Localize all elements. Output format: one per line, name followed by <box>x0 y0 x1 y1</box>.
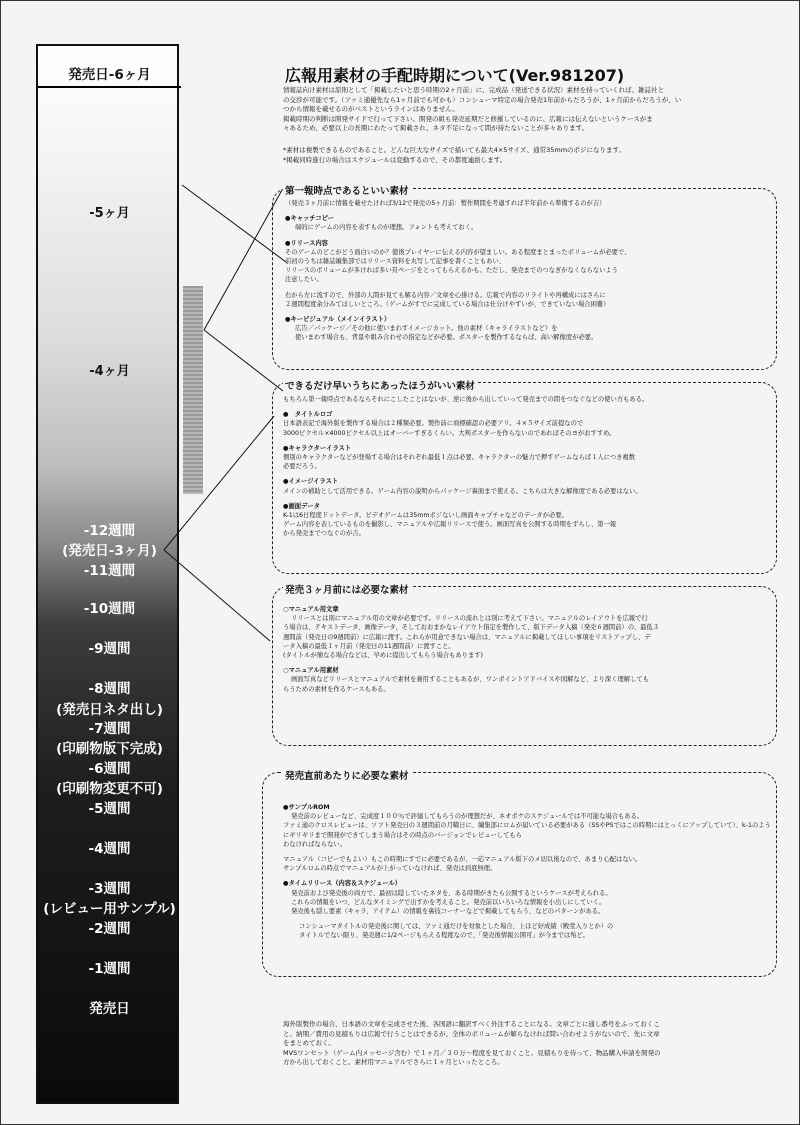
intro-line: つから情報を載せるのがベストというラインはありません。 <box>283 105 459 113</box>
item-line: 発売前のレビューなど、完成度１００％で評価してもらうのが理想だが、ネオポケのスケジュールでは不可能な場合もある。 <box>291 813 644 821</box>
section-subtitle: もちろん第一報時点であるならそれにこしたことはないが、逆に後から出していって発売までの間をつなぐなどの使い方もある。 <box>283 396 649 403</box>
footer-line: MVSワンセット（ゲーム内メッセージ含む）で１ヶ月／３０万～程度を見ておくこと。見積もりを待って、物品購入申請を開発の <box>283 1048 661 1057</box>
item-heading: ○マニュアル用素材 <box>283 667 339 675</box>
item-line: K-1は6日程度ドットデータ。ビデオゲームは35mmポジないし画面キャプチャなどのデータが必要。 <box>283 512 568 520</box>
timeline-w3-label: -3週間 <box>88 881 131 897</box>
section-subtitle: （発売３ヶ月前に情報を載せたければ3/12で発売の5ヶ月前：製作期間を考慮すれば半年前から準備するのが吉） <box>285 200 606 207</box>
intro-line: 情報誌向け素材は原則として「掲載したいと思う時期の2ヶ月前」に、完成品（発送できる状況）素材を持っていくれば、雑誌社と <box>283 86 665 94</box>
timeline-w11-label: -11週間 <box>83 563 136 579</box>
item-heading: ●画面データ <box>283 502 320 510</box>
timeline-w5-label: -5週間 <box>88 801 131 817</box>
item-line: 前初のうちは雑誌編集部ではリリース資料を丸写して記事を書くこともあい、 <box>285 258 506 266</box>
item-heading: ●イメージイラスト <box>283 478 339 486</box>
note-line: *素材は複製できるものであること。どんな巨大なサイズで描いても最大4×5サイズ、通常35mmのポジになります。 <box>283 146 626 154</box>
item-line: 個別のキャラクターなどが登場する場合はそれぞれ最低１点は必要。キャラクターの魅力で押すゲームならば１人につき複数 <box>283 454 636 462</box>
item-line: タイトルでない限り、発売週に1/2ページもらえる程度なので、「発売後情報公開可」が今までは殆ど。 <box>299 932 589 940</box>
timeline-w9-label: -9週間 <box>88 641 131 657</box>
intro-line: 掲載時期の判断は開発サイドで行って下さい。開発の組も発売延期だと修羅しているのに、広報には伝えないというケースがま <box>283 114 653 123</box>
item-line: リリースとは別にマニュアル用の文章が必要です。リリースの流れとは別に考えて下さい。マニュアルのレイアウトを広報で行 <box>291 615 648 623</box>
item-line: ２週間程度余分みてほしいところ。（ゲームがすでに完成している場合は仕分けやすいが、できていない場合困難） <box>285 300 610 308</box>
intro-line: の交渉が可能です。（ファミ通優先なら1ヶ月前でも可かも）コンシューマ特定の場合発売1年前からだろうが、1ヶ月前からだろうが、い <box>283 95 682 104</box>
intro-line: 々あるため、必要以上の長期にわたって掲載され、ネタ不足になって間が持たないことが多々あります。 <box>283 124 589 132</box>
timeline-w6-label: -6週間 <box>88 761 131 777</box>
connector-line <box>182 185 286 262</box>
connector-line <box>164 416 274 550</box>
timeline-release-label: 発売日 <box>89 1001 130 1017</box>
timeline-start-label: 発売日-6ヶ月 <box>68 67 151 83</box>
item-line: ファミ通のクロスレビューは、ソフト発売日の３週間前の月曜日に、編集部にロムが届いている必要がある（SSやPSではこの時期にはとっくにアップしていて）、k-1のようにギリギリまで開発ができてしまう場合はその時点のバージョンでレビューしてもら <box>283 822 771 839</box>
item-line: 使いまわす場合も、背景や組み合わせの指定などが必要。ポスターを製作するならば、高い解像度が必要。 <box>295 334 598 342</box>
footer-line: をまとめておく。 <box>283 1039 335 1047</box>
item-line: ゲーム内容を表しているものを撮影し、マニュアルや広報リリースで使う。画面写真を公開する時期をずらし、第一報 <box>283 521 617 529</box>
item-line: 広告／パッケージ／その他に使いまわすイメージカット。他の素材（キャライラストなど）を <box>295 325 558 333</box>
item-line: ータ入稿の最低１ヶ月前（発売日の11週間前）に渡すこと。 <box>283 642 455 650</box>
item-line: から発売までつなぐのが吉。 <box>283 530 365 538</box>
item-line: サンプルロムの時点でマニュアルが上がっていなければ、発売は到底無理。 <box>283 865 497 873</box>
item-line: わなければならない。 <box>283 840 346 848</box>
timeline-w6-note: (印刷物変更不可) <box>56 781 163 797</box>
item-heading: ● タイトルロゴ <box>283 411 333 419</box>
section-three-months-body <box>283 605 773 694</box>
item-line: 週間前（発売日の9週間前）に広報に渡す。これらが用意できない場合は、マニュアルに掲載してほしい事項をリストアップし、デ <box>283 633 651 641</box>
intro-text <box>283 86 768 134</box>
item-heading: ●キャラクターイラスト <box>283 444 352 452</box>
timeline-w7-note: (印刷物版下完成) <box>56 741 163 757</box>
section-three-months-title: 発売３ヶ月前には必要な素材 <box>283 582 411 596</box>
footer-note <box>283 1020 773 1068</box>
item-line: 端的にゲームの内容を表すものが理想。フォントも考えておく。 <box>295 224 478 232</box>
item-line: (タイトルが簡なる場合などは、早めに提出してもらう場合もあります) <box>283 652 483 660</box>
timeline-w3-note: (レビュー用サンプル) <box>43 901 176 917</box>
item-heading: ●キービジュアル（メインイラスト） <box>285 316 391 324</box>
item-heading: ○マニュアル用文章 <box>283 606 339 613</box>
item-line: リリースのボリュームが多ければ多い頁ページをとってもらえるかも。ただし、発売までのつなぎがなくならないよう <box>285 267 618 275</box>
item-line: 日本語表記で海外版を製作する場合は２種類必要。製作前に商標確認の必要アリ。４×５サイズ前提なので <box>283 420 584 428</box>
timeline-w10-label: -10週間 <box>83 601 136 617</box>
section-early-materials-body <box>283 395 771 539</box>
item-line: コンシューマタイトルの発売後に関しては、ファミ通だけを対象とした場合、上ほど好成績（殿堂入りとか）の <box>299 923 614 931</box>
document-title: 広報用素材の手配時期について(Ver.981207) <box>285 66 625 85</box>
timeline-w2-label: -2週間 <box>88 921 131 937</box>
item-line: メインの補助として活用できる。ゲーム内容の説明からパッケージ裏面まで使える。こちらは大きな解像度である必要はない。 <box>283 487 642 495</box>
item-line: う場合は、テキストデータ、画像データ、そしておおまかなレイアウト指定を製作して、版下データ入稿（発売６週間前）の、最低３ <box>283 624 660 632</box>
item-line: 必要だろう。 <box>283 463 321 471</box>
item-line: らうための素材を作るケースもある。 <box>283 685 390 693</box>
item-line: 発売後も隠し要素（キャラ、アイテム）の情報を裏技コーナーなどで掲載してもらう、などのパターンがある。 <box>291 908 605 916</box>
connector-line <box>164 550 270 641</box>
item-line: 発売前および発売後の両方で、最初は隠していたネタを、ある時期がきたら公開するというケースが考えられる。 <box>291 889 612 897</box>
timeline-w7-label: -7週間 <box>88 721 131 737</box>
footer-line: 海外版製作の場合、日本語の文章を完成させた後、各国語に翻訳すべく外注することになる。文章ごとに通し番号をふっておくこ <box>283 1020 660 1028</box>
section-early-materials-title: できるだけ早いうちにあったほうがいい素材 <box>283 378 477 392</box>
section-first-report-body <box>285 199 770 343</box>
timeline-m5-label: -5ヶ月 <box>89 206 130 221</box>
item-line: 右から左に流すので、外部の人間が見ても解る内容／文章を心掛ける。広報で内容のリライトや再構成にはさらに <box>285 291 606 299</box>
timeline-w8-label: -8週間 <box>88 681 131 697</box>
item-line: そのゲームのどこがどう面白いのか？億後プレイヤーに伝える内容が望ましい。ある程度まとまったボリュームが必要で、 <box>285 248 631 256</box>
item-line: マニュアル（コピーでもよい）もこの時期にすでに必要であるが、一応マニュアル版下のメ切以後なので、あまり心配はない。 <box>283 856 642 864</box>
timeline-w12-label: -12週間 <box>83 523 136 539</box>
item-line: 3000ピクセル×4000ピクセル以上はオーバーすぎるくらい。大判ポスターを作らないのであればそのヨがおすすめ。 <box>283 429 616 437</box>
timeline-w4-label: -4週間 <box>88 841 131 857</box>
item-heading: ●サンプルROM <box>283 804 330 811</box>
item-line: 注意したい。 <box>285 276 323 284</box>
footer-line: 方から出しておくこと。素材用マニュアルでさらに１ヶ月といったところ。 <box>283 1058 504 1066</box>
item-heading: ●タイムリリース（内容＆スケジュール） <box>283 880 402 888</box>
notes-text <box>283 146 768 165</box>
connector-line <box>204 190 282 330</box>
timeline-m4-label: -4ヶ月 <box>89 364 130 379</box>
section-first-report-title: 第一報時点であるといい素材 <box>283 183 411 197</box>
note-line: *掲載同時進行の場合はスケジュールは変動するので、その都度連絡します。 <box>283 155 507 164</box>
timeline-w1-label: -1週間 <box>88 961 131 977</box>
item-heading: ●キャッチコピー <box>285 215 335 223</box>
section-pre-release-body <box>283 803 771 941</box>
timeline-w12-note: (発売日-3ヶ月) <box>62 543 157 559</box>
footer-line: と。納期／費用の見積もりは広報で行うことはできるが、全体のボリュームが解らなければ問い合わせようがないので、先に文章 <box>283 1029 660 1038</box>
item-line: これらの情報をいつ、どんなタイミングで出すかを考えること。発売前以いろいろな情報を小出しにしていく。 <box>291 898 606 906</box>
item-heading: ●リリース内容 <box>285 239 328 247</box>
item-line: 画面写真などリリースとマニュアルで素材を兼用することもあるが、ワンポイントアドバイスや図解など、より深く理解しても <box>291 676 649 684</box>
timeline-w8-note: (発売日ネタ出し) <box>56 702 163 718</box>
section-pre-release-title: 発売直前あたりに必要な素材 <box>283 768 411 782</box>
